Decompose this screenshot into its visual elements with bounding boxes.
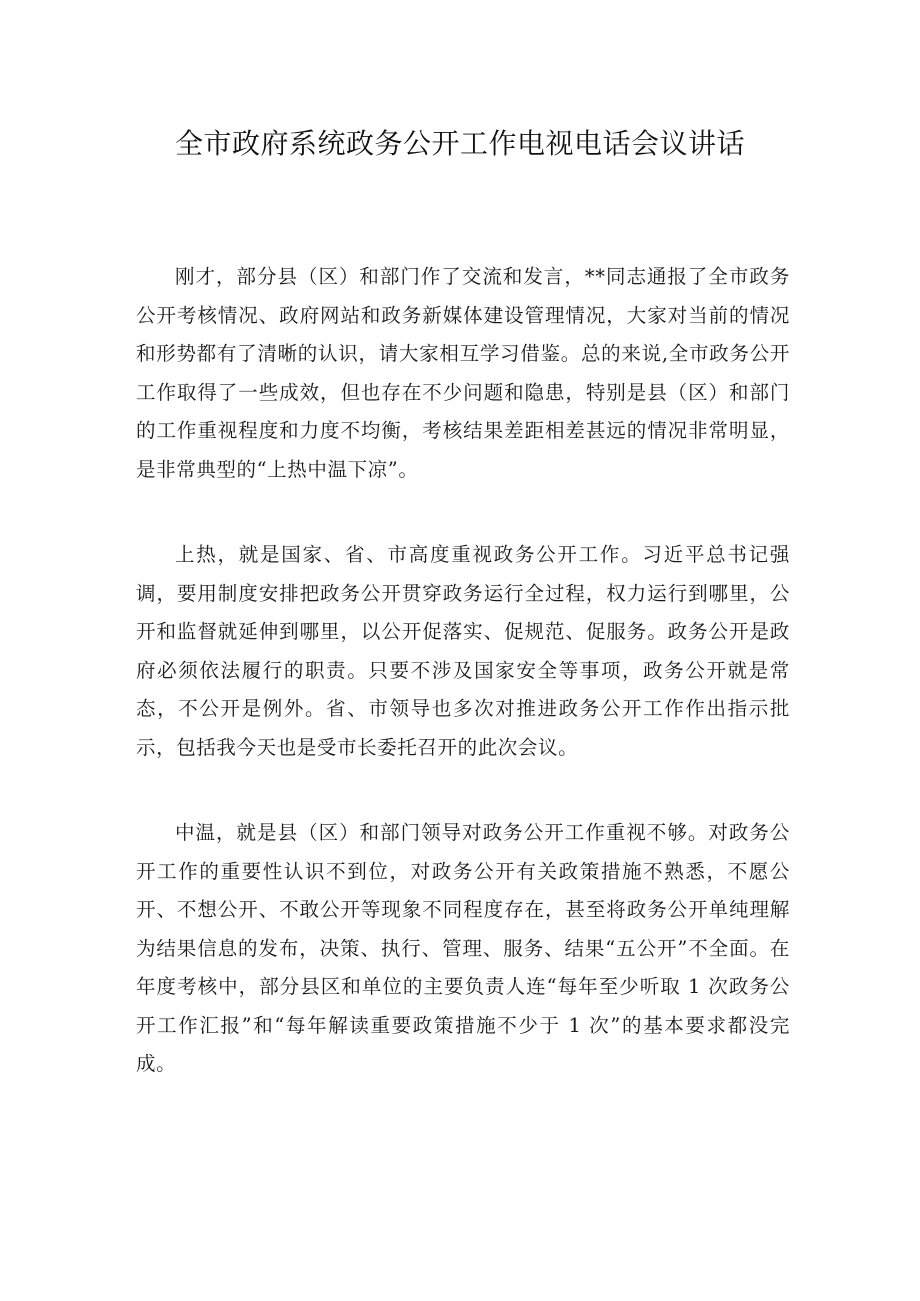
paragraph-3: 中温，就是县（区）和部门领导对政务公开工作重视不够。对政务公开工作的重要性认识不到位，对政务公开有关政策措施不熟悉，不愿公开、不想公开、不敢公开等现象不同程度存在，甚至将政务公开单纯理解为结果信息的发布，决策、执行、管理、服务、结果“五公开”不全面。在年度考核中，部分县区和单位的主要负责人连“每年至少听取 1 次政务公开工作汇报”和“每年解读重要政策措施不少于 1 次”的基本要求都没完成。 xyxy=(136,821,790,1075)
paragraph-1: 刚才，部分县（区）和部门作了交流和发言，**同志通报了全市政务公开考核情况、政府网站和政务新媒体建设管理情况，大家对当前的情况和形势都有了清晰的认识，请大家相互学习借鉴。总的来说,全市政务公开工作取得了一些成效，但也存在不少问题和隐患，特别是县（区）和部门的工作重视程度和力度不均衡，考核结果差距相差甚远的情况非常明显，是非常典型的“上热中温下凉”。 xyxy=(136,265,790,481)
paragraph-2: 上热，就是国家、省、市高度重视政务公开工作。习近平总书记强调，要用制度安排把政务公开贯穿政务运行全过程，权力运行到哪里，公开和监督就延伸到哪里，以公开促落实、促规范、促服务。政务公开是政府必须依法履行的职责。只要不涉及国家安全等事项，政务公开就是常态，不公开是例外。省、市领导也多次对推进政务公开工作作出指示批示，包括我今天也是受市长委托召开的此次会议。 xyxy=(136,543,790,759)
document-title: 全市政府系统政务公开工作电视电话会议讲话 xyxy=(174,127,745,160)
document-body xyxy=(136,258,790,1131)
